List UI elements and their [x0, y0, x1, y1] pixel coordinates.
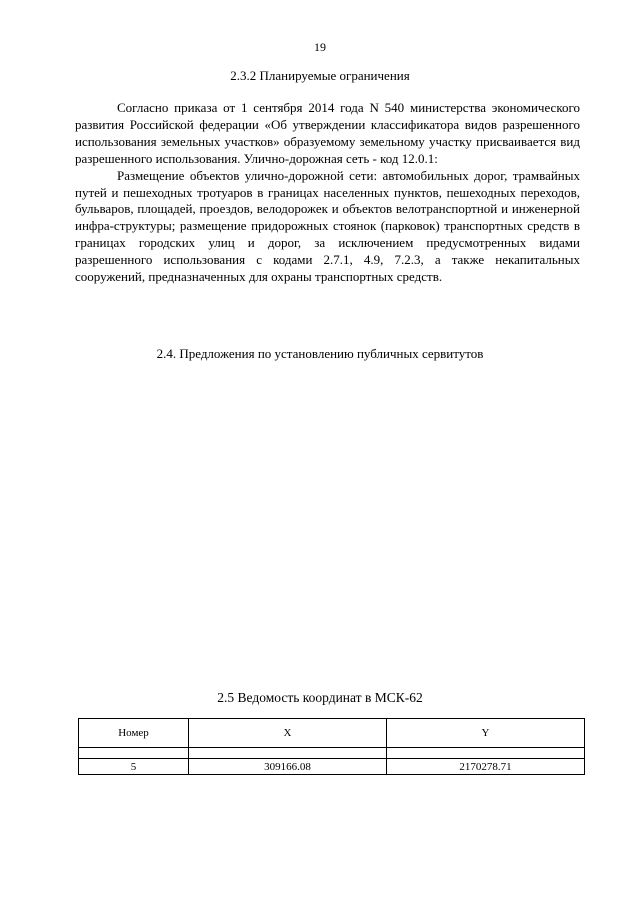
- column-header: Номер: [79, 719, 189, 748]
- table-cell: 5: [79, 759, 189, 775]
- table-cell: 309166.08: [189, 759, 387, 775]
- page-number: 19: [314, 40, 326, 54]
- column-header: X: [189, 719, 387, 748]
- table-spacer-row: [79, 748, 585, 759]
- table-cell: 2170278.71: [387, 759, 585, 775]
- paragraph: Согласно приказа от 1 сентября 2014 года N 540 министерства экономического развития Российской федерации «Об утверждении классификатора видов разрешенного использования земельных участков» образуемому земельному участку присваивается вид разрешенного использования. Улично-дорожная сеть - код 12.0.1:: [75, 100, 580, 166]
- paragraph: Размещение объектов улично-дорожной сети: автомобильных дорог, трамвайных путей и пешеходных тротуаров в границах населенных пунктов, пешеходных переходов, бульваров, площадей, проездов, велодорожек и объектов велотранспортной и инженерной инфра-структуры; размещение придорожных стоянок (парковок) транспортных средств в границах городских улиц и дорог, за исключением предусмотренных видами разрешенного использования с кодами 2.7.1, 4.9, 7.2.3, а также некапитальных сооружений, предназначенных для охраны транспортных средств.: [75, 167, 580, 285]
- section-232-title: 2.3.2 Планируемые ограничения: [230, 68, 410, 83]
- table-row: [79, 759, 585, 775]
- section-232-body: [75, 100, 580, 286]
- column-header: Y: [387, 719, 585, 748]
- section-24-title: 2.4. Предложения по установлению публичных сервитутов: [156, 346, 484, 361]
- table-header-row: [79, 719, 585, 748]
- section-25-title: 2.5 Ведомость координат в МСК-62: [217, 690, 423, 705]
- coordinates-table: [78, 718, 585, 775]
